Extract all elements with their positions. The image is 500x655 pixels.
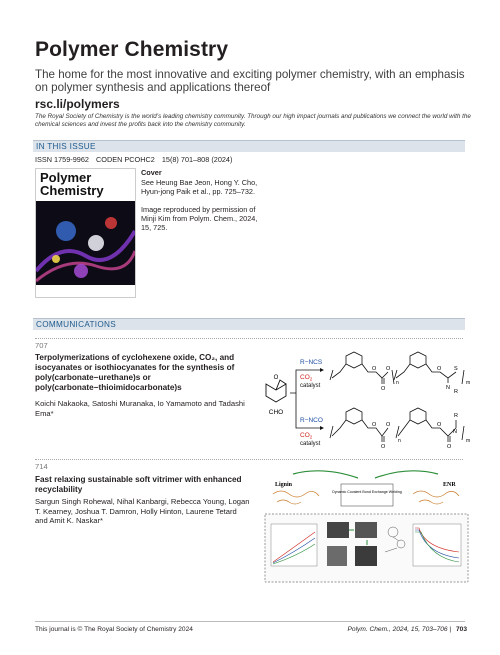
stress-plot <box>271 524 317 566</box>
footer-rule <box>35 621 465 622</box>
cover-reproduction-note: Image reproduced by permission of Minji Kim from Polym. Chem., 2024, 15, 725. <box>141 204 258 233</box>
lignin-label: Lignin <box>275 482 293 488</box>
relaxation-plot <box>413 524 461 566</box>
issn-line <box>35 155 237 164</box>
footer-separator: | <box>449 626 452 633</box>
top-o4: O <box>437 366 442 372</box>
coden: CODEN PCOHC2 <box>96 155 155 164</box>
reaction-scheme <box>258 350 476 455</box>
cover-label: Cover <box>141 168 162 177</box>
co2-bottom: $CO_2$ <box>300 432 313 440</box>
communications-bar <box>33 318 465 330</box>
article-authors: Koichi Nakaoka, Satoshi Muranaka, Io Yamamoto and Tadashi Ema* <box>35 399 245 418</box>
epoxide-o: O <box>273 375 279 381</box>
sample-image-4 <box>355 546 377 566</box>
journal-tagline: The home for the most innovative and exciting polymer chemistry, with an emphasis on polymer synthesis and applications thereof <box>35 68 465 94</box>
co2-top: $CO_2$ <box>300 374 313 382</box>
communications-heading: COMMUNICATIONS <box>36 320 117 329</box>
cho-structure <box>266 380 286 402</box>
polymer-bottom-structure <box>330 408 464 442</box>
article-title[interactable]: Fast relaxing sustainable soft vitrimer with enhanced recyclability <box>35 475 242 494</box>
exchange-box <box>341 484 393 506</box>
bot-m: m <box>466 438 471 444</box>
footer-citation-text: Polym. Chem., 2024, 15, 703–706 <box>347 626 448 633</box>
article-page-number: 714 <box>35 462 48 471</box>
top-r: R <box>454 389 458 395</box>
issn: ISSN 1759-9962 <box>35 155 89 164</box>
volume-pages: 15(8) 701–808 (2024) <box>161 155 233 164</box>
in-this-issue-heading: IN THIS ISSUE <box>36 142 96 151</box>
top-o2: O <box>386 366 391 372</box>
cho-label: CHO <box>268 409 284 416</box>
cover-image-title: Polymer Chemistry <box>40 170 104 198</box>
article-title[interactable]: Terpolymerizations of cyclohexene oxide, CO₂, and isocyanates or isothiocyanates for the synthesis of poly(carbonate−urethane)s or poly(carbonate−thioimidocarbonate)s <box>35 353 235 392</box>
bot-o4: O <box>437 422 442 428</box>
journal-title: Polymer Chemistry <box>35 38 229 61</box>
catalyst-top: catalyst <box>300 383 321 389</box>
footer-copyright: This journal is © The Royal Society of Chemistry 2024 <box>35 626 193 633</box>
in-this-issue-bar <box>33 140 465 152</box>
cover-image <box>35 168 136 298</box>
arrow-head-top <box>320 368 324 372</box>
top-n-atom: N <box>446 385 450 391</box>
footer-page-number: 703 <box>455 626 467 633</box>
reagent-nco: R−NCO <box>300 417 323 424</box>
arrow-head-bottom <box>320 426 324 430</box>
sample-image-3 <box>327 546 347 566</box>
top-o3: O <box>381 386 386 392</box>
article-page-number: 707 <box>35 341 48 350</box>
cover-authors: See Heung Bae Jeon, Hong Y. Cho, Hyun-jong Paik et al., pp. 725–732. <box>141 178 258 197</box>
bot-r: R <box>454 413 458 419</box>
top-o1: O <box>372 366 377 372</box>
top-m: m <box>466 380 471 386</box>
enr-label: ENR <box>443 482 456 488</box>
cover-artwork <box>36 201 135 293</box>
cover-info <box>141 168 261 232</box>
exchange-text: Dynamic Covalent Bond Exchange Welding <box>332 490 402 494</box>
vitrimer-graphic <box>263 468 470 584</box>
bot-o5: O <box>447 444 452 450</box>
bot-n: n <box>398 438 401 444</box>
article-divider <box>35 338 463 339</box>
sample-image-1 <box>327 522 349 538</box>
top-s1: S <box>454 366 458 372</box>
bot-n-atom: N <box>453 429 457 435</box>
bot-o1: O <box>372 422 377 428</box>
bot-o2: O <box>386 422 391 428</box>
article-divider <box>35 459 463 460</box>
journal-url[interactable]: rsc.li/polymers <box>35 97 120 111</box>
sample-image-2 <box>355 522 377 538</box>
catalyst-bottom: catalyst <box>300 441 321 447</box>
article-authors: Sargun Singh Rohewal, Nihal Kanbargi, Rebecca Young, Logan T. Kearney, Joshua T. Damron, Holly Hinton, Laurene Tetard and Amit K. Naskar* <box>35 497 250 525</box>
top-n: n <box>396 380 399 386</box>
bot-o3: O <box>381 444 386 450</box>
rsc-blurb: The Royal Society of Chemistry is the world’s leading chemistry community. Through our high impact journals and publications we connect the world with the chemical sciences and invest the profits back into the chemistry community. <box>35 113 471 128</box>
reagent-ncs: R−NCS <box>300 359 323 366</box>
footer-citation <box>348 626 468 633</box>
